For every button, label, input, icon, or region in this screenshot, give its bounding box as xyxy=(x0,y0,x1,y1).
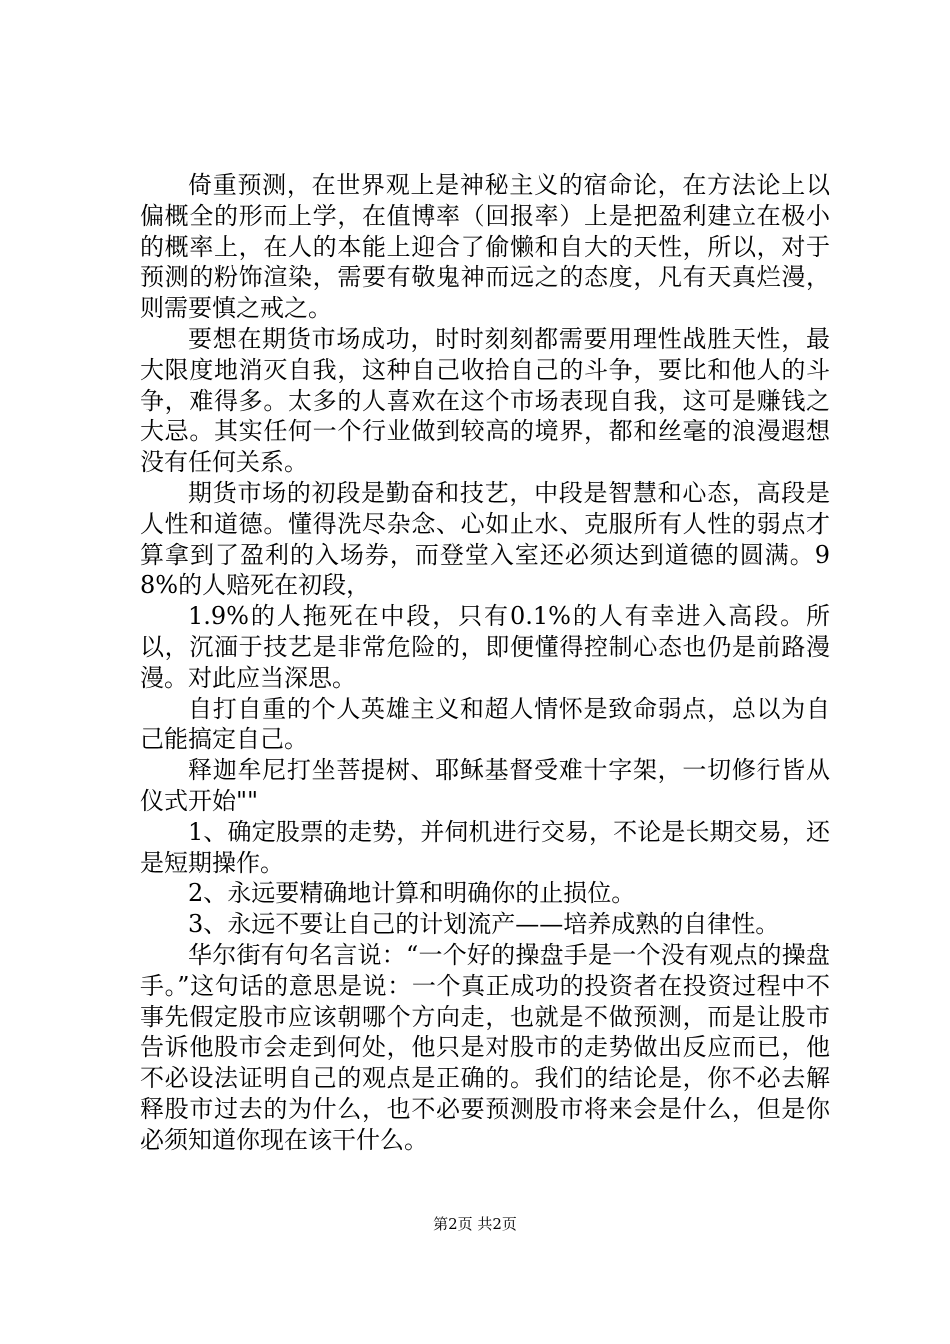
paragraph: 1、确定股票的走势，并伺机进行交易，不论是长期交易，还是短期操作。 xyxy=(140,817,830,877)
paragraph: 3、永远不要让自己的计划流产——培养成熟的自律性。 xyxy=(188,910,780,939)
paragraph: 自打自重的个人英雄主义和超人情怀是致命弱点，总以为自己能搞定自己。 xyxy=(140,694,830,754)
paragraph: 2、永远要精确地计算和明确你的止损位。 xyxy=(188,879,636,908)
paragraph: 释迦牟尼打坐菩提树、耶稣基督受难十字架，一切修行皆从仪式开始"" xyxy=(140,756,830,815)
paragraph: 华尔街有句名言说：“一个好的操盘手是一个没有观点的操盘手。”这句话的意思是说：一个真正成功的投资者在投资过程中不事先假定股市应该朝哪个方向走，也就是不做预测，而是让股市告诉他股市会走到何处，他只是对股市的走势做出反应而已，他不必设法证明自己的观点是正确的。我们的结论是，你不必去解释股市过去的为什么，也不必要预测股市将来会是什么，但是你必须知道你现在该干什么。 xyxy=(140,940,830,1154)
page-number-footer: 第2页 共2页 xyxy=(433,1215,517,1233)
paragraph: 1.9%的人拖死在中段，只有0.1%的人有幸进入高段。所以，沉湎于技艺是非常危险的，即便懂得控制心态也仍是前路漫漫。对此应当深思。 xyxy=(140,602,830,692)
paragraph: 倚重预测，在世界观上是神秘主义的宿命论，在方法论上以偏概全的形而上学，在值博率（回报率）上是把盈利建立在极小的概率上，在人的本能上迎合了偷懒和自大的天性，所以，对于预测的粉饰渲染，需要有敬鬼神而远之的态度，凡有天真烂漫，则需要慎之戒之。 xyxy=(140,171,830,323)
document-body xyxy=(140,170,830,1156)
paragraph: 要想在期货市场成功，时时刻刻都需要用理性战胜天性，最大限度地消灭自我，这种自己收拾自己的斗争，要比和他人的斗争，难得多。太多的人喜欢在这个市场表现自我，这可是赚钱之大忌。其实任何一个行业做到较高的境界，都和丝毫的浪漫遐想没有任何关系。 xyxy=(140,324,830,477)
paragraph: 期货市场的初段是勤奋和技艺，中段是智慧和心态，高段是人性和道德。懂得洗尽杂念、心如止水、克服所有人性的弱点才算拿到了盈利的入场券，而登堂入室还必须达到道德的圆满。98%的人赔死在初段， xyxy=(140,478,830,600)
